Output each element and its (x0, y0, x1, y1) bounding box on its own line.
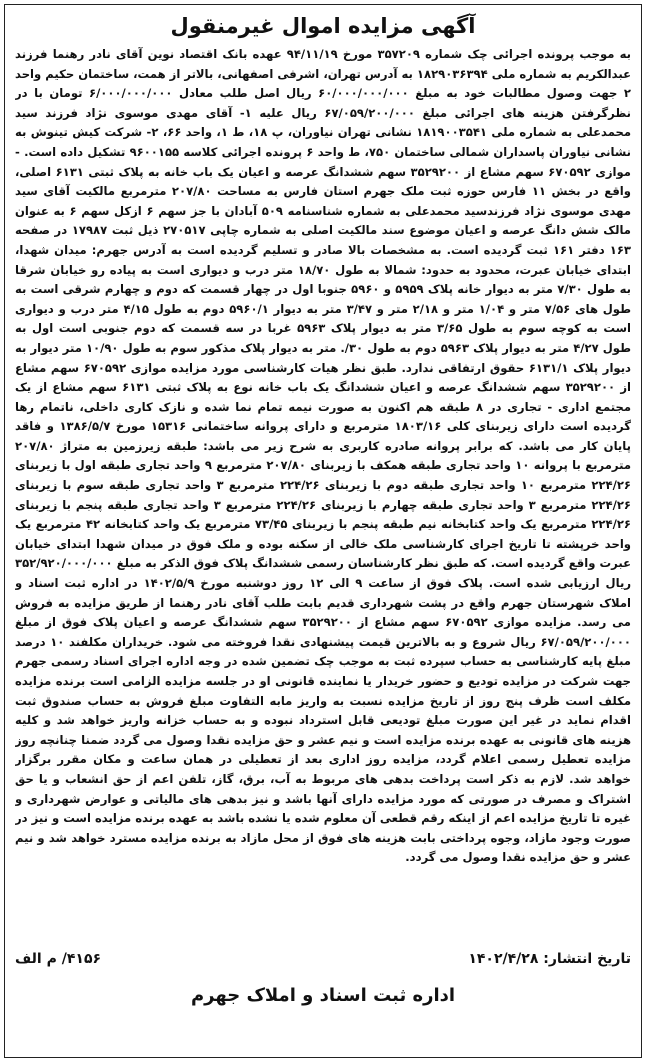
reference-number: ۴۱۵۶/ م الف (15, 951, 102, 967)
auction-notice (4, 4, 642, 1058)
notice-footer (15, 951, 631, 967)
notice-title: آگهی مزایده اموال غیرمنقول (170, 14, 476, 38)
notice-body: به موجب پرونده اجرائی چک شماره ۳۵۷۲۰۹ مورخ ۹۴/۱۱/۱۹ عهده بانک اقتصاد نوین آقای نادر رهنما فرزند عبدالکریم به شماره ملی ۱۸۲۹۰۳۶۳۹۴ به آدرس تهران، اشرفی اصفهانی، بالاتر از همت، ساختمان حکیم واحد ۲ جهت وصول مطالبات خود به مبلغ ۶۰/۰۰۰/۰۰۰/۰۰۰ ریال اصل طلب معادل ۶/۰۰۰/۰۰۰/۰۰۰ تومان با در نظرگرفتن هزینه های اجرائی مبلغ ۶۷/۰۵۹/۲۰۰/۰۰۰ ریال علیه ۱- آقای مهدی موسوی نژاد فرزند سید محمدعلی به شماره ملی ۱۸۱۹۰۰۳۵۴۱ نشانی تهران نیاوران، پ ۱۸، ط ۱، واحد ۶۶، ۲- شرکت کیش تینوش به نشانی نیاوران پاسداران شمالی ساختمان ۷۵۰، ط واحد ۶ پرونده اجرائی کلاسه ۹۶۰۰۱۵۵ تشکیل داده است. - موازی ۶۷۰۵۹۲ سهم مشاع از ۳۵۲۹۲۰۰ سهم ششدانگ عرصه و اعیان یک باب خانه به پلاک ثبتی ۶۱۳۱ اصلی، واقع در بخش ۱۱ فارس حوزه ثبت ملک جهرم استان فارس به مساحت ۲۰۷/۸۰ مترمربع مالکیت آقای سید مهدی موسوی نژاد فرزندسید محمدعلی به شماره شناسنامه ۵۰۹ آبادان با جز سهم ۶ ازکل سهم ۶ به عنوان مالک شش دانگ عرصه و اعیان موضوع سند مالکیت اصلی به شماره چاپی ۲۷۰۵۱۷ ذیل ثبت ۱۷۹۸۷ در صفحه ۱۶۳ دفتر ۱۶۱ ثبت گردیده است. به مشخصات بالا صادر و تسلیم گردیده است به آدرس جهرم: میدان شهدا، ابتدای خیابان عبرت، محدود به حدود: شمالا به طول ۱۸/۷۰ متر درب و دیواری است به پیاده رو خیابان شرقا به طول ۷/۳۰ متر به دیوار خانه پلاک ۵۹۵۹ و ۵۹۶۰ جنوبا اول در چهار قسمت که دوم و چهارم شرقی است به طول های ۷/۵۶ متر و ۱/۰۴ متر و ۲/۱۸ متر و ۳/۴۷ متر به دیوار ۵۹۶۰/۱ دوم به طول ۴/۱۵ متر درب و دیواری است به کوچه سوم به طول ۳/۶۵ متر به دیوار پلاک ۵۹۶۳ غربا در سه قسمت که دوم جنوبی است اول به طول ۴/۲۷ متر به دیوار پلاک ۵۹۶۳ دوم به طول ۳۰/. متر به دیوار پلاک مذکور سوم به طول ۱۰/۹۰ متر دیوار به دیوار پلاک ۶۱۳۱/۱ حقوق ارتفاقی ندارد. طبق نظر هیات کارشناسی مورد مزایده موازی ۶۷۰۵۹۲ سهم مشاع از ۳۵۲۹۲۰۰ سهم ششدانگ عرصه و اعیان ششدانگ یک باب خانه نوع به پلاک ثبتی ۶۱۳۱ سهم مشاع از یک مجتمع اداری - تجاری در ۸ طبقه هم اکنون به صورت نیمه تمام نما شده و نازک کاری داخلی، ناتمام رها گردیده است دارای زیربنای کلی ۱۸۰۳/۱۶ مترمربع و دارای پروانه ساختمانی ۱۵۳۱۶ مورخ ۱۳۸۶/۵/۷ و فاقد پایان کار می باشد. که برابر پروانه صادره کاربری به شرح زیر می باشد: طبقه زیرزمین به متراژ ۲۰۷/۸۰ مترمربع با پروانه ۱۰ واحد تجاری طبقه همکف با زیربنای ۲۰۷/۸۰ مترمربع ۹ واحد تجاری طبقه اول با زیربنای ۲۲۴/۲۶ مترمربع ۱۰ واحد تجاری طبقه دوم با زیربنای ۲۲۴/۲۶ مترمربع ۳ واحد تجاری طبقه سوم با زیربنای ۲۲۴/۲۶ مترمربع ۳ واحد تجاری طبقه چهارم با زیربنای ۲۲۴/۲۶ مترمربع ۳ واحد تجاری طبقه پنجم با زیربنای ۲۲۴/۲۶ مترمربع یک واحد کتابخانه نیم طبقه پنجم با زیربنای ۷۳/۴۵ مترمربع یک واحد کتابخانه ۴۲ مترمربع یک واحد خرپشته تا تاریخ اجرای کارشناسی ملک خالی از سکنه بوده و ملک فوق در میدان شهدا ابتدای خیابان عبرت واقع گردیده است. که طبق نظر کارشناسان رسمی ششدانگ پلاک فوق الذکر به مبلغ ۳۵۲/۹۲۰/۰۰۰/۰۰۰ ریال ارزیابی شده است. پلاک فوق از ساعت ۹ الی ۱۲ روز دوشنبه مورخ ۱۴۰۲/۵/۹ در اداره ثبت اسناد و املاک شهرستان جهرم واقع در پشت شهرداری قدیم بابت طلب آقای نادر رهنما از طریق مزایده به فروش می رسد. مزایده موازی ۶۷۰۵۹۲ سهم مشاع از ۳۵۲۹۲۰۰ سهم ششدانگ عرصه و اعیان پلاک فوق از مبلغ ۶۷/۰۵۹/۲۰۰/۰۰۰ ریال شروع و به بالاترین قیمت پیشنهادی نقدا فروخته می شود. خریداران مکلفند ۱۰ درصد مبلغ پایه کارشناسی به حساب سپرده ثبت به موجب چک تضمین شده در وجه اداره اجرای اسناد رسمی جهرم جهت شرکت در مزایده تودیع و حضور خریدار یا نماینده قانونی او در جلسه مزایده الزامی است برنده مزایده مکلف است ظرف پنج روز از تاریخ مزایده نسبت به واریز مابه التفاوت مبلغ فروش به حساب صندوق ثبت اقدام نماید در غیر این صورت مبلغ تودیعی قابل استرداد نبوده و به حساب خزانه واریز خواهد شد و کلیه هزینه های قانونی به عهده برنده مزایده است و نیم عشر و حق مزایده نقدا وصول می گردد ضمنا چنانچه روز مزایده تعطیل رسمی اعلام گردد، مزایده روز اداری بعد از تعطیلی در همان ساعت و مکان مقرر برگزار خواهد شد. لازم به ذکر است پرداخت بدهی های مربوط به آب، برق، گاز، تلفن اعم از حق انشعاب و یا حق اشتراک و مصرف در صورتی که مورد مزایده دارای آنها باشد و نیز بدهی های مالیاتی و عوارض شهرداری و غیره تا تاریخ مزایده اعم از اینکه رقم قطعی آن معلوم شده یا نشده باشد به عهده برنده مزایده است و نیز در صورت وجود مازاد، وجوه پرداختی بابت هزینه های فوق از محل مازاد به برنده مزایده مسترد خواهد شد و نیم عشر و حق مزایده نقدا وصول می گردد. (15, 47, 631, 865)
issuer-name: اداره ثبت اسناد و املاک جهرم (190, 985, 456, 1006)
publish-date: تاریخ انتشار: ۱۴۰۲/۴/۲۸ (468, 951, 631, 967)
